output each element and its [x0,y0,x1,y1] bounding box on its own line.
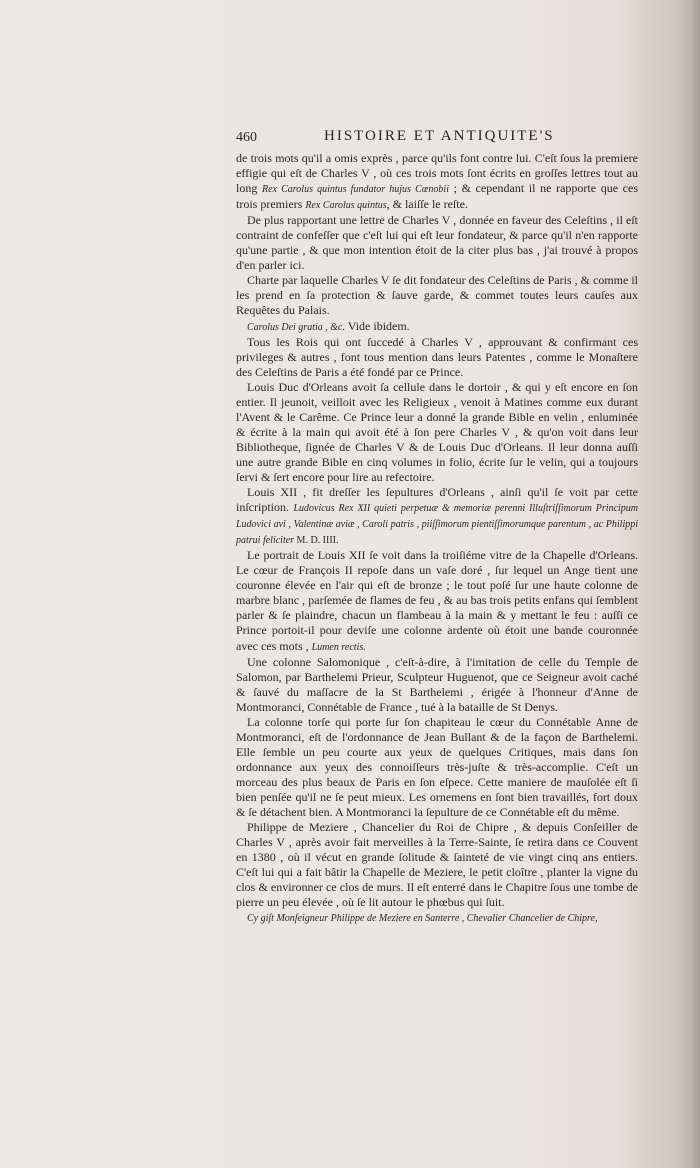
paragraph-charter: Charte par laquelle Charles V ſe dit fondateur des Celeſtins de Paris , & comme il les prend en ſa protection & ſauve garde, & commet toutes leurs cauſes aux Requêtes du Palais. [236,273,638,318]
paragraph-epitaph: Cy giſt Monſeigneur Philippe de Meziere en Santerre , Chevalier Chancelier de Chipre, [247,913,598,925]
page-body [236,151,638,926]
paragraph-colonne: Une colonne Salomonique , c'eſt-à-dire, à l'imitation de celle du Temple de Salomon, par Barthelemi Prieur, Sculpteur Huguenot, que ce Seigneur avoit caché & ſauvé du maſſacre de la St Barthelemi , érigée à l'honneur d'Anne de Montmoranci, Connétable de France , tué à la bataille de St Denys. [236,654,638,714]
paragraph-latin-citation: Carolus Dei gratia , &c. Vide ibidem. [247,318,410,333]
paragraph-louis-duc: Louis Duc d'Orleans avoit ſa cellule dans le dortoir , & qui y eſt encore en ſon entier. Il jeunoit, veilloit avec les Religieux , venoit à Matines comme eux durant l'Avent & le Carême. Ce Prince leur a donné la grande Bible en velin , enluminée & écrite à la main qui avoit été à ſon pere Charles V , & qu'on voit dans leur Bibliotheque, ſignée de Charles V & de Louis Duc d'Orleans. Il leur donna auſſi une autre grande Bible en cinq volumes in folio, écrite ſur le velin, qui a toujours ſervi & ſert encore pour lire au refectoire. [236,379,638,484]
page-header [236,128,676,152]
paragraph-meziere: Philippe de Meziere , Chancelier du Roi de Chipre , & depuis Conſeiller de Charles V , après avoir fait merveilles à la Terre-Sainte, ſe retira dans ce Couvent en 1380 , où il vécut en grande ſolitude & ſainteté de vie vingt cinq ans entiers. C'eſt lui qui a fait bâtir la Chapelle de Meziere, le petit cloître , planter la vigne du clos & environner ce clos de murs. Il eſt enterré dans le Chapitre ſous une tombe de pierre un peu élevée , où ſe lit autour le phœbus qui ſuit. [236,820,638,910]
paragraph-colonne-torse: La colonne torſe qui porte ſur ſon chapiteau le cœur du Connétable Anne de Montmoranci, eſt de l'ordonnance de Jean Bullant & de la façon de Barthelemi. Elle ſemble un peu courte aux yeux de quelques Critiques, mais dans ſon ordonnance aux yeux des connoiſſeurs très-juſte & très-accomplie. C'eſt un morceau des plus beaux de Paris en ſon eſpece. Cette maniere de mauſolée eſt ſi bien penſée qu'il ne ſe peut mieux. Les ornemens en ſont bien travaillés, fort doux & ſe détachent bien. A Montmoranci la ſepulture de ce Connétable eſt du même. [236,714,638,820]
page-edge-shadow [678,0,700,1168]
paragraph-continuation: de trois mots qu'il a omis exprès , parce qu'ils font contre lui. C'eſt ſous la premiere effigie qui eſt de Charles V , où ces trois mots ſont écrits en groſſes lettres tout au long Rex Carolus quintus fundator hujus Cœnobii ; & cependant il ne rapporte que ces trois premiers Rex Carolus quintus, & laiſſe le reſte. [236,151,639,212]
running-title: HISTOIRE ET ANTIQUITE'S [324,128,555,144]
paragraph-portrait: Le portrait de Louis XII ſe voit dans la troiſiéme vitre de la Chapelle d'Orleans. Le cœur de François II repoſe dans un vaſe doré , ſur lequel un Ange tient une couronne élevée en l'air qui eſt de bronze ; le tout poſé ſur une haute colonne de marbre blanc , parſemée de flames de feu , & au bas trois petits enfans qui ſemblent parler & ſe plaindre, chacun un flambeau à la main & y mettant le feu : auſſi ce Prince portoit-il pour deviſe une colonne ardente où étoit une bande couronnée avec ces mots , Lumen rectis. [236,548,638,653]
paragraph-louis-xii: Louis XII , fit dreſſer les ſepultures d'Orleans , ainſi qu'il ſe voit par cette inſcription. Ludovicus Rex XII quieti perpetuæ & memoriæ perenni Illuſtriſſimorum Principum Ludovici avi , Valentinæ aviæ , Caroli patris , piiſſimorum pientiſſimorumque parentum , ac Philippi patrui feliciter M. D. IIII. [236,485,639,547]
page-number: 460 [236,130,257,145]
paragraph-letter: De plus rapportant une lettre de Charles V , donnée en faveur des Celeſtins , il eſt contraint de confeſſer que c'eſt lui qui eſt leur fondateur, & parce qu'il n'en rapporte qu'une partie , & que mon intention étoit de la citer plus bas , j'ai trouvé à propos d'en parler ici. [236,213,638,273]
paragraph-kings: Tous les Rois qui ont ſuccedé à Charles V , approuvant & confirmant ces privileges & autres , font tous mention dans leurs Patentes , comme le Monaſtere des Celeſtins de Paris a été fondé par ce Prince. [236,334,638,379]
